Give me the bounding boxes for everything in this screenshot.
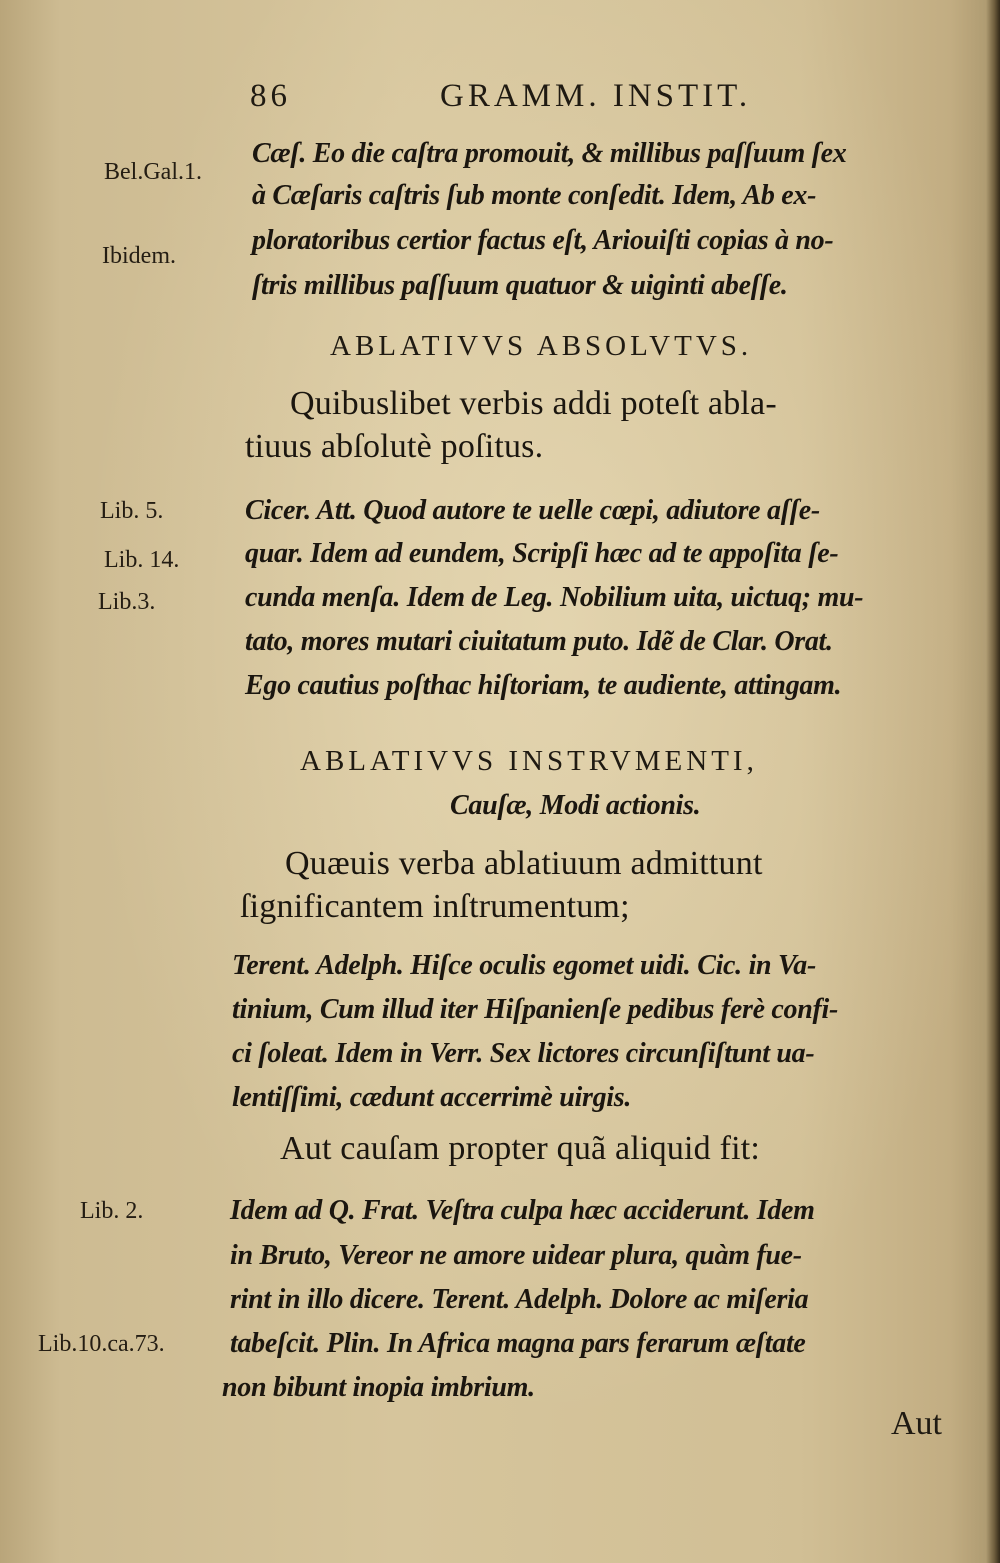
section-subheading: Cauſæ, Modi actionis.: [450, 790, 701, 821]
margin-note: Lib. 5.: [100, 498, 164, 524]
section-heading: ABLATIVVS ABSOLVTVS.: [330, 330, 753, 362]
text-line: cunda menſa. Idem de Leg. Nobilium uita, uictuq; mu-: [245, 582, 864, 613]
text-line: non bibunt inopia imbrium.: [222, 1372, 535, 1403]
text-line: Terent. Adelph. Hiſce oculis egomet uidi. Cic. in Va-: [232, 950, 817, 981]
text-line: ci ſoleat. Idem in Verr. Sex lictores circunſiſtunt ua-: [232, 1038, 815, 1069]
running-title: GRAMM. INSTIT.: [440, 78, 752, 114]
text-line: Cæſ. Eo die caſtra promouit, & millibus paſſuum ſex: [252, 138, 847, 169]
margin-note: Bel.Gal.1.: [104, 159, 202, 185]
text-line: ſtris millibus paſſuum quatuor & uiginti abeſſe.: [252, 270, 788, 301]
page-edge-shadow: [986, 0, 1000, 1563]
margin-note: Lib.10.ca.73.: [38, 1331, 165, 1357]
margin-note: Lib. 2.: [80, 1198, 144, 1224]
text-line: tabeſcit. Plin. In Africa magna pars ferarum æſtate: [230, 1328, 806, 1359]
text-line: tinium, Cum illud iter Hiſpanienſe pedibus ferè confi-: [232, 994, 839, 1025]
text-line: Ego cautius poſthac hiſtoriam, te audiente, attingam.: [245, 670, 842, 701]
text-line: Idem ad Q. Frat. Veſtra culpa hæc acciderunt. Idem: [230, 1195, 815, 1226]
running-head: [250, 78, 810, 118]
text-line: in Bruto, Vereor ne amore uidear plura, quàm fue-: [230, 1240, 802, 1271]
page-number: 86: [250, 78, 291, 114]
text-line: ploratoribus certior factus eſt, Ariouiſti copias à no-: [252, 225, 834, 256]
text-line: quar. Idem ad eundem, Scripſi hæc ad te appoſita ſe-: [245, 538, 839, 569]
rule-line: tiuus abſolutè poſitus.: [245, 428, 544, 465]
text-line: à Cæſaris caſtris ſub monte conſedit. Idem, Ab ex-: [252, 180, 817, 211]
text-line: Cicer. Att. Quod autore te uelle cœpi, adiutore aſſe-: [245, 495, 820, 526]
margin-note: Lib. 14.: [104, 547, 180, 573]
section-heading: ABLATIVVS INSTRVMENTI,: [300, 745, 758, 777]
catchword: Aut: [891, 1405, 942, 1442]
rule-line: Aut cauſam propter quã aliquid fit:: [280, 1130, 761, 1167]
text-line: rint in illo dicere. Terent. Adelph. Dolore ac miſeria: [230, 1284, 809, 1315]
margin-note: Lib.3.: [98, 589, 156, 615]
text-line: lentiſſimi, cædunt accerrimè uirgis.: [232, 1082, 632, 1113]
rule-line: Quibuslibet verbis addi poteſt abla-: [290, 385, 777, 422]
text-line: tato, mores mutari ciuitatum puto. Idẽ de Clar. Orat.: [245, 626, 833, 657]
rule-line: ſignificantem inſtrumentum;: [240, 888, 630, 925]
margin-note: Ibidem.: [102, 243, 176, 269]
rule-line: Quæuis verba ablatiuum admittunt: [285, 845, 763, 882]
